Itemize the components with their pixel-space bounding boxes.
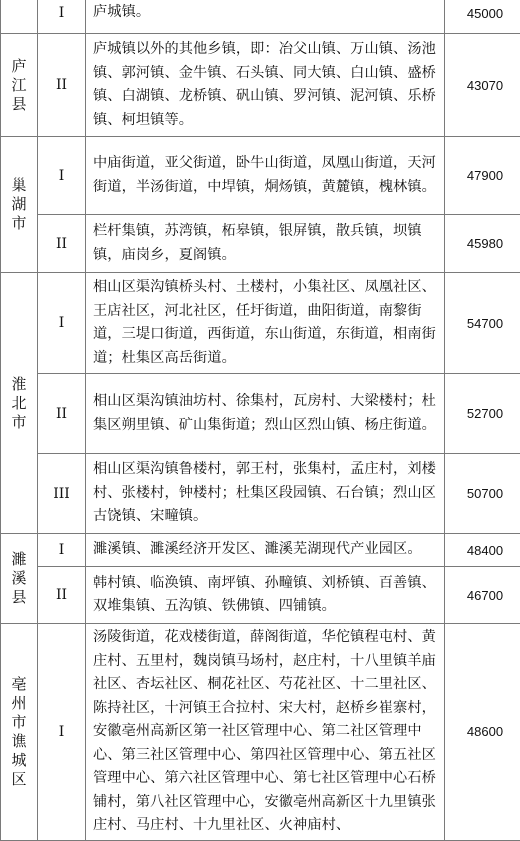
description-cell: 相山区渠沟镇油坊村、徐集村，瓦房村、大梁楼村；杜集区朔里镇、矿山集街道；烈山区烈山镇、杨庄街道。 [86, 374, 445, 454]
region-cell: 亳州市谯城区 [1, 624, 38, 841]
table-row [1, 624, 520, 841]
amount-cell: 52700 [445, 374, 520, 454]
table-row [1, 374, 520, 454]
table-row [1, 273, 520, 374]
amount-cell: 47900 [445, 137, 520, 215]
amount-cell: 45980 [445, 215, 520, 273]
region-cell: 巢湖市 [1, 137, 38, 273]
region-cell: 庐江县 [1, 34, 38, 137]
grade-cell: I [38, 0, 86, 34]
grade-cell: II [38, 215, 86, 273]
grade-cell: I [38, 534, 86, 567]
description-cell: 中庙街道，亚父街道，卧牛山街道，凤凰山街道，天河街道，半汤街道，中垾镇，烔炀镇，黄麓镇，槐林镇。 [86, 137, 445, 215]
table-row [1, 567, 520, 624]
amount-cell: 45000 [445, 0, 520, 34]
description-cell: 栏杆集镇，苏湾镇，柘皋镇，银屏镇，散兵镇，坝镇镇，庙岗乡，夏阁镇。 [86, 215, 445, 273]
description-cell: 相山区渠沟镇鲁楼村，郭王村，张集村，孟庄村，刘楼村、张楼村，钟楼村；杜集区段园镇、石台镇；烈山区古饶镇、宋疃镇。 [86, 454, 445, 534]
amount-cell: 50700 [445, 454, 520, 534]
description-cell: 庐城镇。 [86, 0, 445, 34]
grade-cell: III [38, 454, 86, 534]
table-row [1, 215, 520, 273]
grade-cell: I [38, 273, 86, 374]
table-row [1, 34, 520, 137]
description-cell: 庐城镇以外的其他乡镇，即：冶父山镇、万山镇、汤池镇、郭河镇、金牛镇、石头镇、同大镇、白山镇、盛桥镇、白湖镇、龙桥镇、矾山镇、罗河镇、泥河镇、乐桥镇、柯坦镇等。 [86, 34, 445, 137]
region-cell: 濉溪县 [1, 534, 38, 624]
table-row [1, 454, 520, 534]
region-cell: 淮北市 [1, 273, 38, 534]
amount-cell: 48600 [445, 624, 520, 841]
description-cell: 相山区渠沟镇桥头村、土楼村，小集社区、凤凰社区、王店社区，河北社区，任圩街道，曲阳街道，南黎街道，三堤口街道，西街道，东山街道，东街道，相南街道；杜集区高岳街道。 [86, 273, 445, 374]
description-cell: 汤陵街道，花戏楼街道，薛阁街道，华佗镇程屯村、黄庄村、五里村，魏岗镇马场村，赵庄村，十八里镇羊庙社区、杏坛社区、桐花社区、芍花社区、十二里社区、陈持社区，十河镇王合拉村、宋大村，赵桥乡崔寨村，安徽亳州高新区第一社区管理中心、第二社区管理中心、第三社区管理中心、第四社区管理中心、第五社区管理中心、第六社区管理中心、第七社区管理中心石桥铺村，第八社区管理中心，安徽亳州高新区十九里镇张庄村、马庄村、十九里社区、火神庙村、 [86, 624, 445, 841]
amount-cell: 54700 [445, 273, 520, 374]
grade-cell: II [38, 567, 86, 624]
grade-cell: I [38, 137, 86, 215]
table-row [1, 0, 520, 34]
grade-cell: II [38, 374, 86, 454]
amount-cell: 43070 [445, 34, 520, 137]
grade-cell: II [38, 34, 86, 137]
grade-cell: I [38, 624, 86, 841]
table-row [1, 534, 520, 567]
region-cell [1, 0, 38, 34]
amount-cell: 46700 [445, 567, 520, 624]
description-cell: 濉溪镇、濉溪经济开发区、濉溪芜湖现代产业园区。 [86, 534, 445, 567]
table-row [1, 137, 520, 215]
amount-cell: 48400 [445, 534, 520, 567]
description-cell: 韩村镇、临涣镇、南坪镇、孙疃镇、刘桥镇、百善镇、双堆集镇、五沟镇、铁佛镇、四铺镇。 [86, 567, 445, 624]
